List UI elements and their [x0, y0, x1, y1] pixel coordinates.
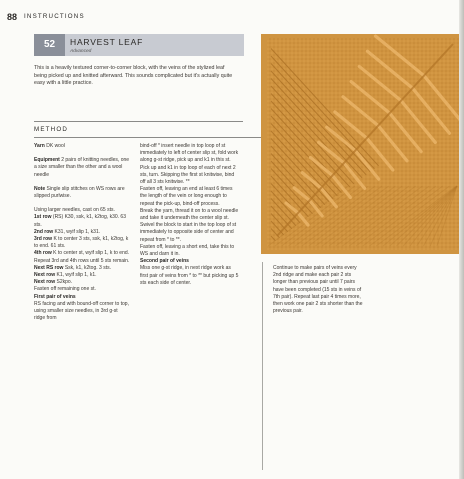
method-column-2: [140, 143, 240, 287]
instruction-label: 2nd row: [34, 228, 54, 235]
instruction-line: [140, 258, 240, 265]
instruction-label: 3rd row: [34, 236, 53, 243]
instruction-line: [34, 272, 130, 279]
instruction-label: 1st row: [34, 214, 52, 221]
instruction-line: [34, 143, 130, 150]
page-number: 88: [7, 12, 18, 22]
instruction-text: Break the yarn, thread it on to a wool needle and take it underneath the center slip st. Swivel the block to start in the top loop of st immediately to opposite side of center and repeat from * to **.: [140, 207, 239, 243]
pattern-number: 52: [34, 34, 65, 56]
instruction-line: [34, 265, 130, 272]
instruction-text: K31, wyif slip 1, k31.: [53, 228, 101, 235]
instruction-label: First pair of veins: [34, 293, 76, 300]
instruction-text: Using larger needles, cast on 65 sts.: [34, 207, 115, 214]
instruction-line: [273, 265, 365, 315]
instruction-text: Fasten off, leaving a short end, take this to WS and darn it in.: [140, 243, 235, 258]
instruction-text: bind-off * insert needle in top loop of st immediately to left of center slip st, fold work along g-st ridge, pick up and k1 in this st. Pick up and k1 in top loop of each of next 2 sts, turn. Skipping the first st knitwise, bind off all 3 sts knitwise. **: [140, 143, 239, 186]
instruction-line: [140, 143, 240, 186]
instruction-text: K1, wyif slip 1, k1.: [55, 272, 97, 279]
method-column-3: [273, 265, 365, 315]
instruction-label: Next row: [34, 272, 56, 279]
pattern-level: Advanced: [70, 49, 92, 54]
instruction-line: [34, 279, 130, 286]
instruction-line: [34, 214, 130, 228]
instruction-text: Continue to make pairs of veins every 2nd ridge and make each pair 2 sts longer than previous pair until 7 pairs have been completed (15 sts in veins of 7th pair). Repeat last pair 4 times more, then work one pair 2 sts shorter than the previous pair.: [273, 265, 363, 315]
instruction-line: [140, 208, 240, 244]
instruction-line: [34, 157, 130, 179]
instruction-line: [34, 250, 130, 264]
instruction-text: S2kpo.: [55, 279, 73, 286]
instruction-text: 2 pairs of knitting needles, one a size smaller than the other and a wool needle: [34, 157, 130, 178]
instruction-line: [34, 229, 130, 236]
instruction-line: [34, 207, 130, 214]
section-header: INSTRUCTIONS: [24, 13, 85, 20]
instruction-label: Yarn: [34, 143, 45, 149]
pattern-intro: This is a heavily textured corner-to-corner block, with the veins of the stylized leaf being picked up and knitted afterward. This sounds complicated but it's actually quite easy with a little practice.: [34, 65, 233, 87]
instruction-text: RS facing and with bound-off corner to top, using smaller size needles, in 3rd g-st ridge from: [34, 300, 129, 322]
pattern-title: HARVEST LEAF: [70, 37, 144, 47]
instruction-text: DK wool: [44, 143, 65, 149]
instruction-text: Miss one g-st ridge, in next ridge work as first pair of veins from * to ** but picking up 5 sts each side of center.: [140, 265, 239, 286]
instruction-line: [34, 294, 130, 301]
instruction-line: [140, 265, 240, 287]
instruction-line: [34, 186, 130, 200]
method-column-1: [34, 143, 130, 322]
method-heading: METHOD: [34, 126, 69, 133]
instruction-line: [34, 286, 130, 293]
instruction-line: [34, 301, 130, 323]
instruction-line: [140, 186, 240, 208]
instruction-text: Ssk, k1, k2tog. 3 sts.: [63, 264, 111, 271]
harvest-leaf-swatch: [261, 34, 463, 254]
instruction-text: Single slip stitches on WS rows are slipped purlwise.: [34, 185, 125, 200]
column-divider: [262, 262, 263, 470]
instruction-text: K to center 3 sts, ssk, k1, k2tog, k to end. 61 sts.: [34, 236, 129, 250]
instruction-label: Note: [34, 185, 46, 192]
instruction-text: Fasten off, leaving an end at least 6 times the length of the vein or long enough to repeat the pick-up, bind-off process.: [140, 186, 233, 207]
instruction-text: Fasten off remaining one st.: [34, 286, 96, 293]
page-gutter: [459, 0, 464, 479]
method-rule-top: [34, 121, 243, 122]
instruction-label: Equipment: [34, 157, 60, 164]
instruction-label: 4th row: [34, 250, 52, 257]
instruction-text: K to center st, wyif slip 1, k to end. Repeat 3rd and 4th rows until 5 sts remain.: [34, 250, 130, 264]
instruction-label: Next RS row: [34, 264, 64, 271]
knitted-block-photo: [261, 34, 463, 254]
instruction-label: Next row: [34, 279, 56, 286]
instruction-line: [140, 244, 240, 258]
instruction-label: Second pair of veins: [140, 258, 189, 265]
instruction-text: (RS) K30, ssk, k1, k2tog, k30. 63 sts.: [34, 214, 126, 228]
instruction-line: [34, 236, 130, 250]
